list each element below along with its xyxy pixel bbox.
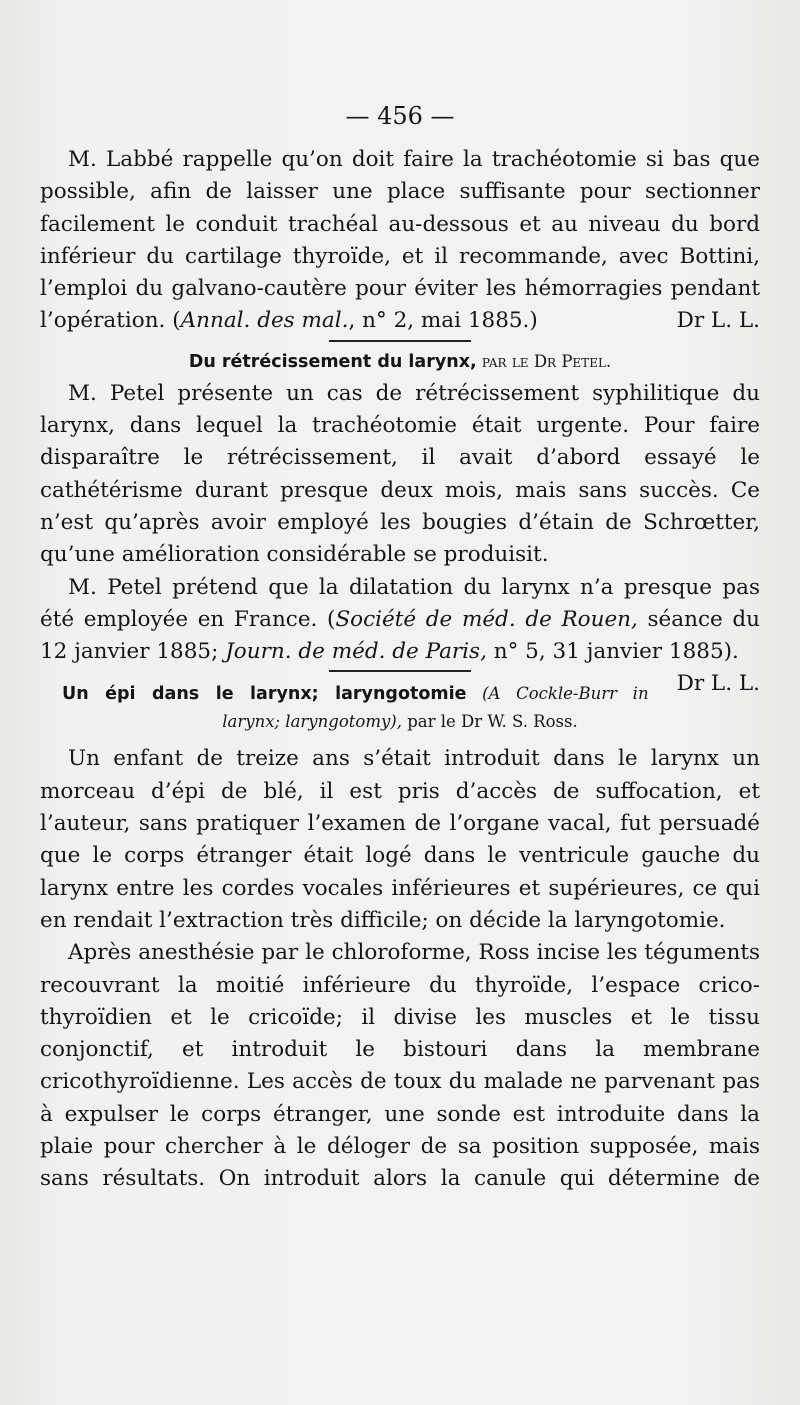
- section-heading-epi: [62, 680, 738, 735]
- paragraph-labbe: [40, 144, 760, 338]
- section-heading-retrecissement: [40, 348, 760, 376]
- page-content: [40, 96, 760, 1196]
- citation: Journ. de méd. de Paris,: [225, 639, 487, 665]
- english-title: (A Cockle-Burr in: [482, 684, 649, 704]
- paragraph-enfant: Un enfant de treize ans s’était introduit dans le larynx un morceau d’épi de blé, il est pris d’accès de suffocation, et l’auteur, sans pratiquer l’examen de l’organe vacal, fut persuadé que le corps étranger était logé dans le ventricule gauche du larynx entre les cordes vocales inférieures et supérieures, ce qui en rendait l’extraction très difficile; on décide la laryngotomie.: [40, 746, 760, 933]
- paragraph-text: M. Labbé rappelle qu’on doit faire la trachéotomie si bas que possible, afin de laisser une place suffisante pour sectionner facilement le conduit trachéal au-dessous et au niveau du bord inférieur du cartilage thyroïde, et il recommande, avec Bottini, l’emploi du galvano-cautère pour éviter les hémorragies pendant l’opération. (: [40, 147, 760, 334]
- citation-tail: , n° 2, mai 1885.): [348, 308, 538, 334]
- section-title: Un épi dans le larynx; laryngotomie: [62, 684, 467, 705]
- paragraph-anesthesie: Après anesthésie par le chloroforme, Ross incise les téguments recouvrant la moitié inférieure du thyroïde, l’espace crico-thyroïdien et le cricoïde; il divise les muscles et le tissu conjonctif, et introduit le bistouri dans la membrane cricothyroïdienne. Les accès de toux du malade ne parvenant pas à expulser le corps étranger, une sonde est introduite dans la plaie pour chercher à le déloger de sa position supposée, mais sans résultats. On introduit alors la canule qui détermine de: [40, 940, 760, 1192]
- section-byline: par le Dr Petel.: [481, 351, 612, 371]
- section-divider: [329, 670, 471, 672]
- paragraph-text: M. Petel prétend que la dilatation du larynx n’a presque pas été employée en France. (: [40, 574, 760, 632]
- signature: Dr L. L.: [676, 308, 760, 334]
- section-title: Du rétrécissement du larynx,: [188, 351, 477, 372]
- section-divider: [329, 340, 471, 342]
- citation: Société de méd. de Rouen,: [335, 606, 638, 632]
- section-byline: par le Dr W. S. Ross.: [407, 712, 578, 732]
- english-title-cont: larynx; laryngotomy),: [222, 712, 402, 732]
- citation-middle: séance du 12 janvier 1885;: [40, 606, 760, 665]
- citation-tail: n° 5, 31 janvier 1885).: [486, 639, 739, 665]
- citation: Annal. des mal.: [180, 308, 349, 334]
- paragraph-petel-case: M. Petel présente un cas de rétrécissement syphilitique du larynx, dans lequel la trachéotomie était urgente. Pour faire disparaître le rétrécissement, il avait d’abord essayé le cathétérisme durant presque deux mois, mais sans succès. Ce n’est qu’après avoir employé les bougies d’étain de Schrœtter, qu’une amélioration considérable se produisit.: [40, 380, 760, 568]
- signature: Dr L. L.: [676, 671, 760, 697]
- page-number: — 456 —: [345, 102, 455, 130]
